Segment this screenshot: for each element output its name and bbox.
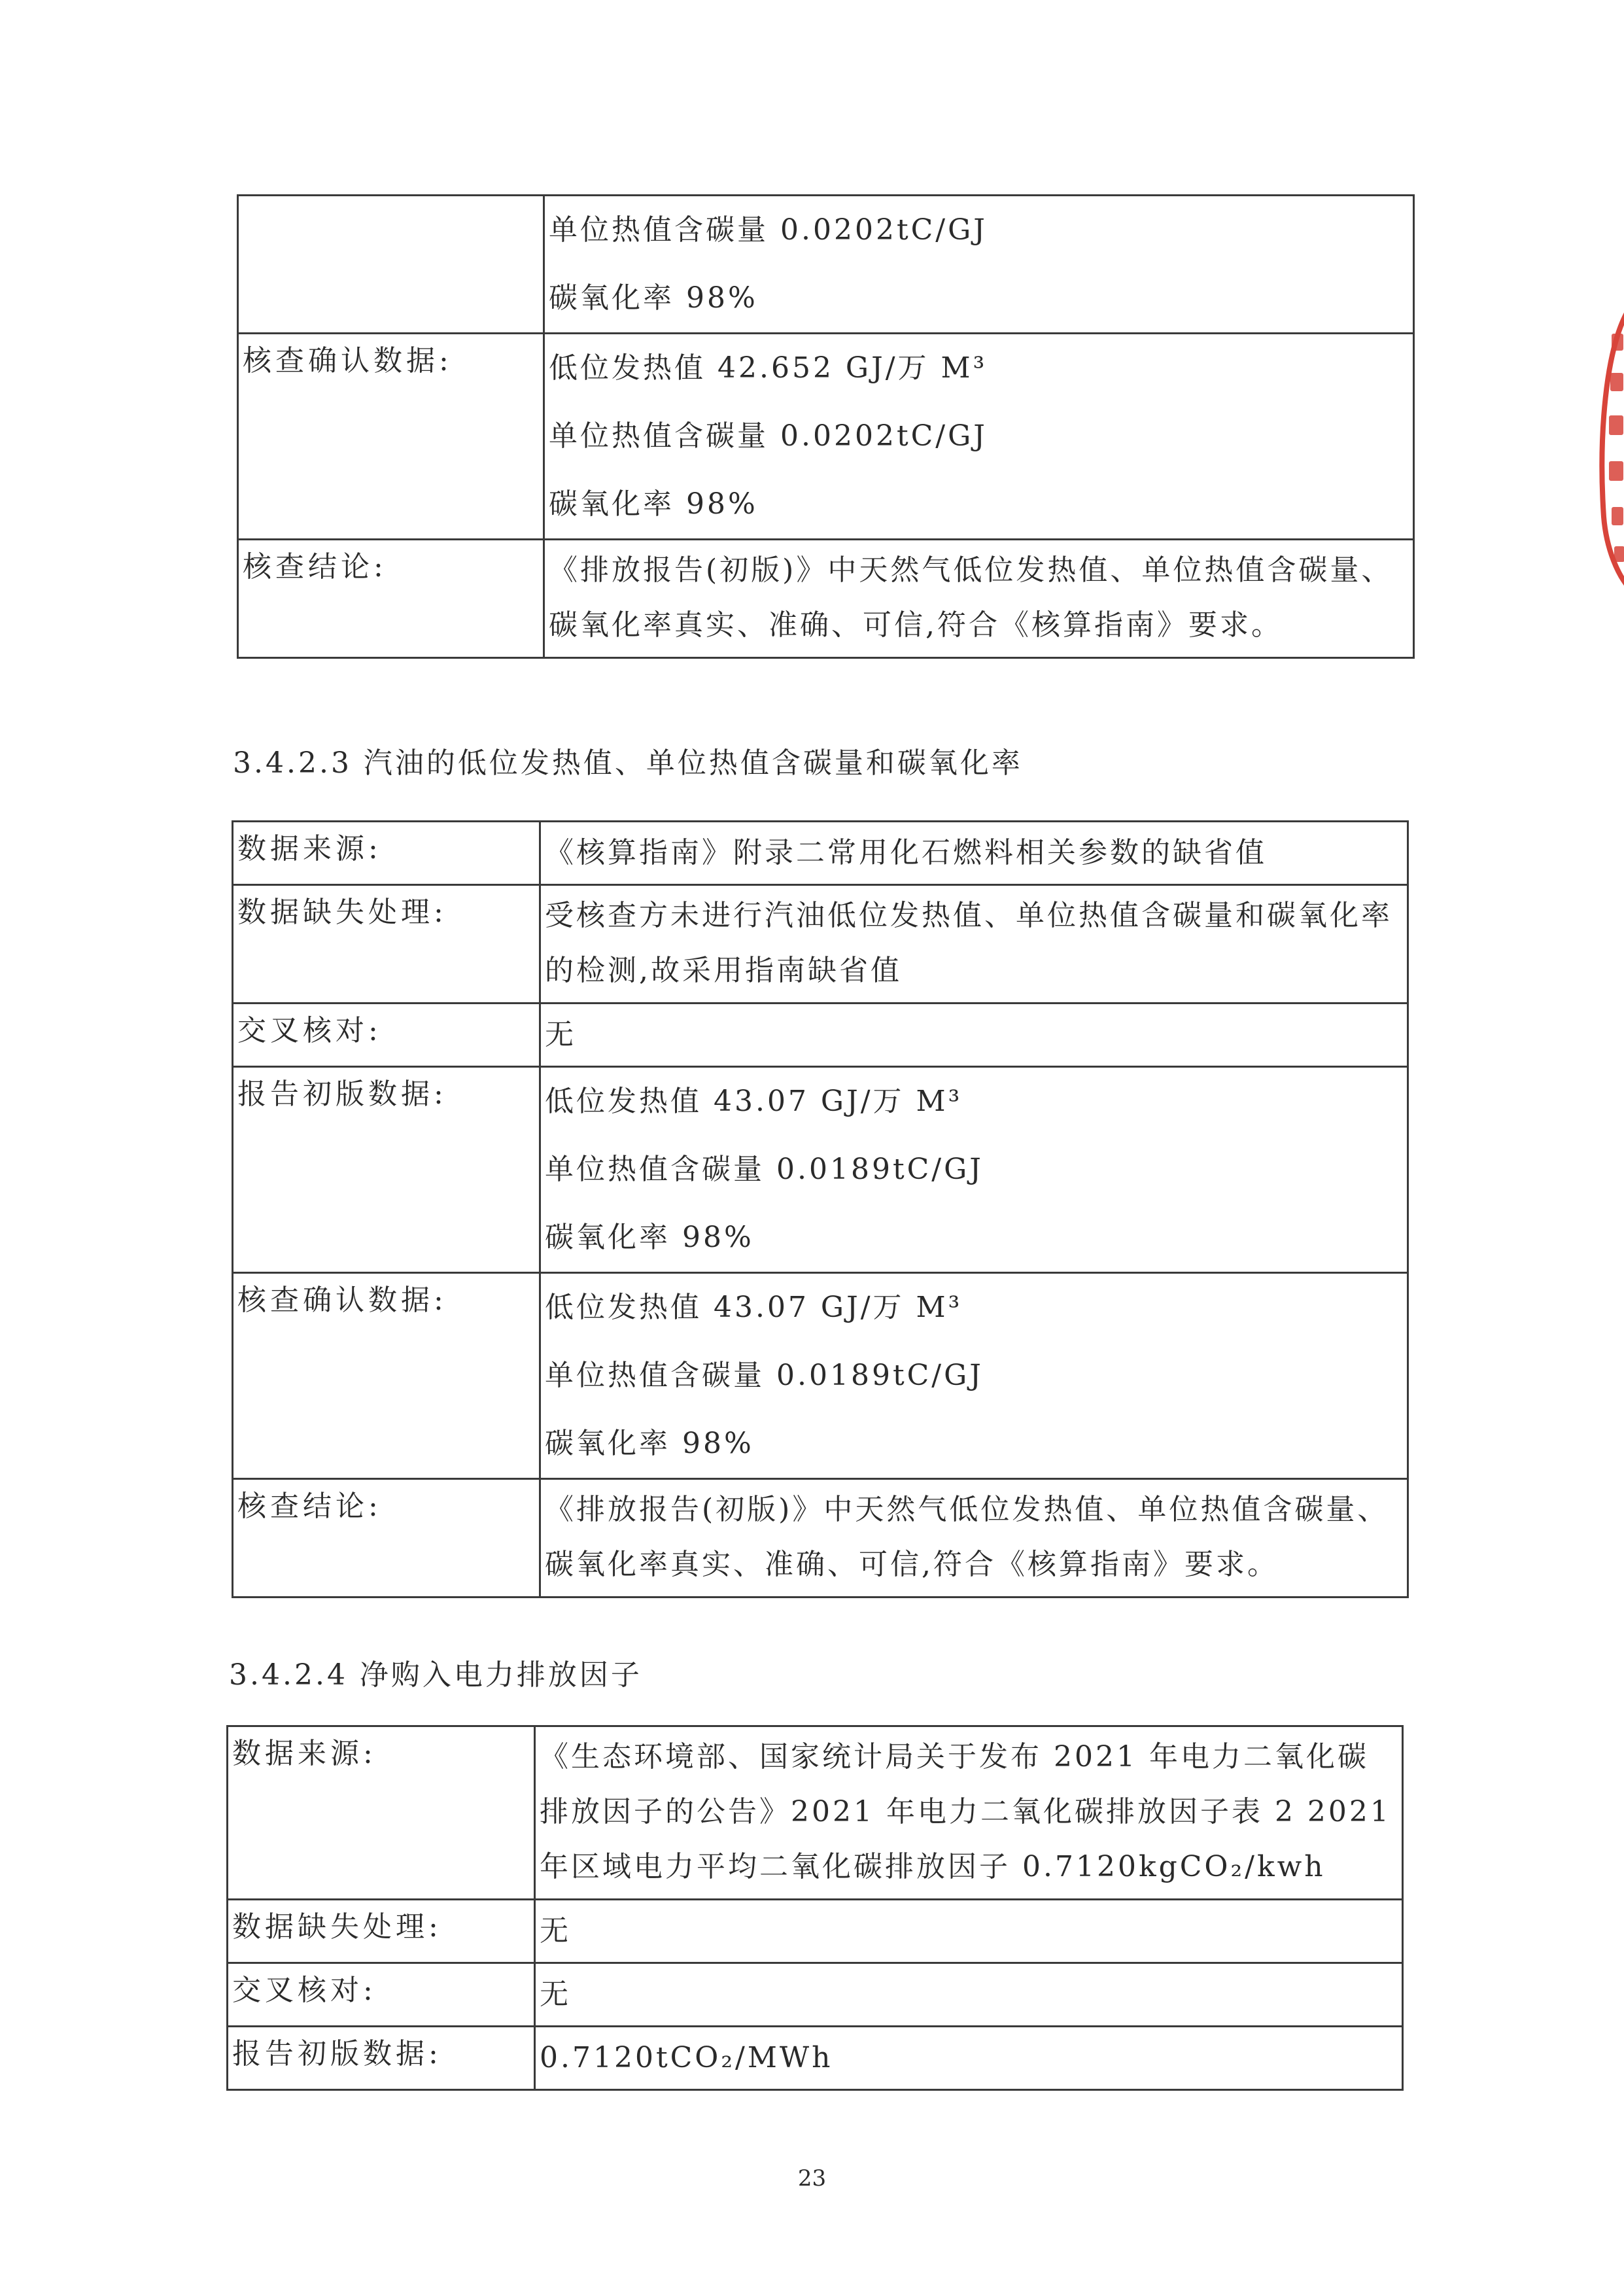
row-label: 数据缺失处理: bbox=[228, 1900, 535, 1963]
data-source-text: 《生态环境部、国家统计局关于发布 2021 年电力二氧化碳排放因子的公告》2021 年电力二氧化碳排放因子表 2 2021 年区域电力平均二氧化碳排放因子 0.7120kgCO₂/kwh bbox=[540, 1740, 1391, 1883]
table-row bbox=[228, 2027, 1403, 2090]
row-label: 报告初版数据: bbox=[233, 1067, 540, 1273]
row-label: 报告初版数据: bbox=[228, 2027, 535, 2090]
section-heading: 3.4.2.4 净购入电力排放因子 bbox=[229, 1658, 642, 1692]
section-heading: 3.4.2.3 汽油的低位发热值、单位热值含碳量和碳氧化率 bbox=[233, 746, 1023, 780]
oxidation-rate-line: 碳氧化率 98% bbox=[545, 1221, 754, 1254]
row-label: 交叉核对: bbox=[228, 1963, 535, 2027]
row-value bbox=[535, 2027, 1403, 2090]
row-value bbox=[535, 1726, 1403, 1900]
heating-value-line: 低位发热值 43.07 GJ/万 M³ bbox=[545, 1291, 963, 1324]
seal-stamp-icon bbox=[1592, 307, 1624, 589]
table-row bbox=[233, 1067, 1408, 1273]
data-source-text: 《核算指南》附录二常用化石燃料相关参数的缺省值 bbox=[545, 836, 1267, 869]
row-label: 数据来源: bbox=[228, 1726, 535, 1900]
oxidation-rate-line: 碳氧化率 98% bbox=[545, 1427, 754, 1460]
row-label: 数据来源: bbox=[233, 822, 540, 885]
missing-data-text: 无 bbox=[540, 1914, 571, 1947]
row-label bbox=[238, 196, 544, 334]
row-value bbox=[540, 822, 1408, 885]
table-row bbox=[238, 334, 1414, 540]
row-label: 核查结论: bbox=[238, 540, 544, 658]
row-value bbox=[540, 1067, 1408, 1273]
table-row bbox=[228, 1726, 1403, 1900]
cross-check-text: 无 bbox=[540, 1978, 571, 2011]
row-value bbox=[544, 334, 1414, 540]
table-row bbox=[233, 885, 1408, 1004]
gasoline-parameters-table bbox=[232, 820, 1409, 1598]
table-row bbox=[233, 822, 1408, 885]
table-row bbox=[238, 196, 1414, 334]
row-label: 数据缺失处理: bbox=[233, 885, 540, 1004]
row-label: 交叉核对: bbox=[233, 1004, 540, 1067]
row-label: 核查确认数据: bbox=[233, 1273, 540, 1479]
oxidation-rate-line: 碳氧化率 98% bbox=[549, 281, 758, 315]
row-label: 核查确认数据: bbox=[238, 334, 544, 540]
carbon-content-line: 单位热值含碳量 0.0189tC/GJ bbox=[545, 1153, 984, 1186]
row-value bbox=[544, 196, 1414, 334]
page-number: 23 bbox=[797, 2165, 827, 2191]
initial-report-value: 0.7120tCO₂/MWh bbox=[540, 2041, 833, 2074]
row-value bbox=[544, 540, 1414, 658]
heating-value-line: 低位发热值 42.652 GJ/万 M³ bbox=[549, 351, 988, 385]
row-value bbox=[535, 1900, 1403, 1963]
table-row bbox=[228, 1900, 1403, 1963]
carbon-content-line: 单位热值含碳量 0.0202tC/GJ bbox=[549, 419, 988, 453]
row-value bbox=[540, 1273, 1408, 1479]
electricity-emission-factor-table bbox=[226, 1725, 1404, 2091]
table-row bbox=[233, 1004, 1408, 1067]
oxidation-rate-line: 碳氧化率 98% bbox=[549, 487, 758, 521]
carbon-content-line: 单位热值含碳量 0.0189tC/GJ bbox=[545, 1359, 984, 1392]
row-value bbox=[540, 885, 1408, 1004]
conclusion-text: 《排放报告(初版)》中天然气低位发热值、单位热值含碳量、碳氧化率真实、准确、可信,符合《核算指南》要求。 bbox=[549, 553, 1393, 642]
row-value bbox=[540, 1004, 1408, 1067]
row-value bbox=[535, 1963, 1403, 2027]
carbon-content-line: 单位热值含碳量 0.0202tC/GJ bbox=[549, 213, 988, 247]
cross-check-text: 无 bbox=[545, 1018, 576, 1051]
row-label: 核查结论: bbox=[233, 1479, 540, 1598]
heating-value-line: 低位发热值 43.07 GJ/万 M³ bbox=[545, 1085, 963, 1118]
conclusion-text: 《排放报告(初版)》中天然气低位发热值、单位热值含碳量、碳氧化率真实、准确、可信,符合《核算指南》要求。 bbox=[545, 1493, 1389, 1581]
row-value bbox=[540, 1479, 1408, 1598]
natural-gas-parameters-table bbox=[237, 194, 1415, 659]
table-row bbox=[238, 540, 1414, 658]
table-row bbox=[233, 1479, 1408, 1598]
table-row bbox=[228, 1963, 1403, 2027]
missing-data-text: 受核查方未进行汽油低位发热值、单位热值含碳量和碳氧化率的检测,故采用指南缺省值 bbox=[545, 899, 1392, 987]
table-row bbox=[233, 1273, 1408, 1479]
